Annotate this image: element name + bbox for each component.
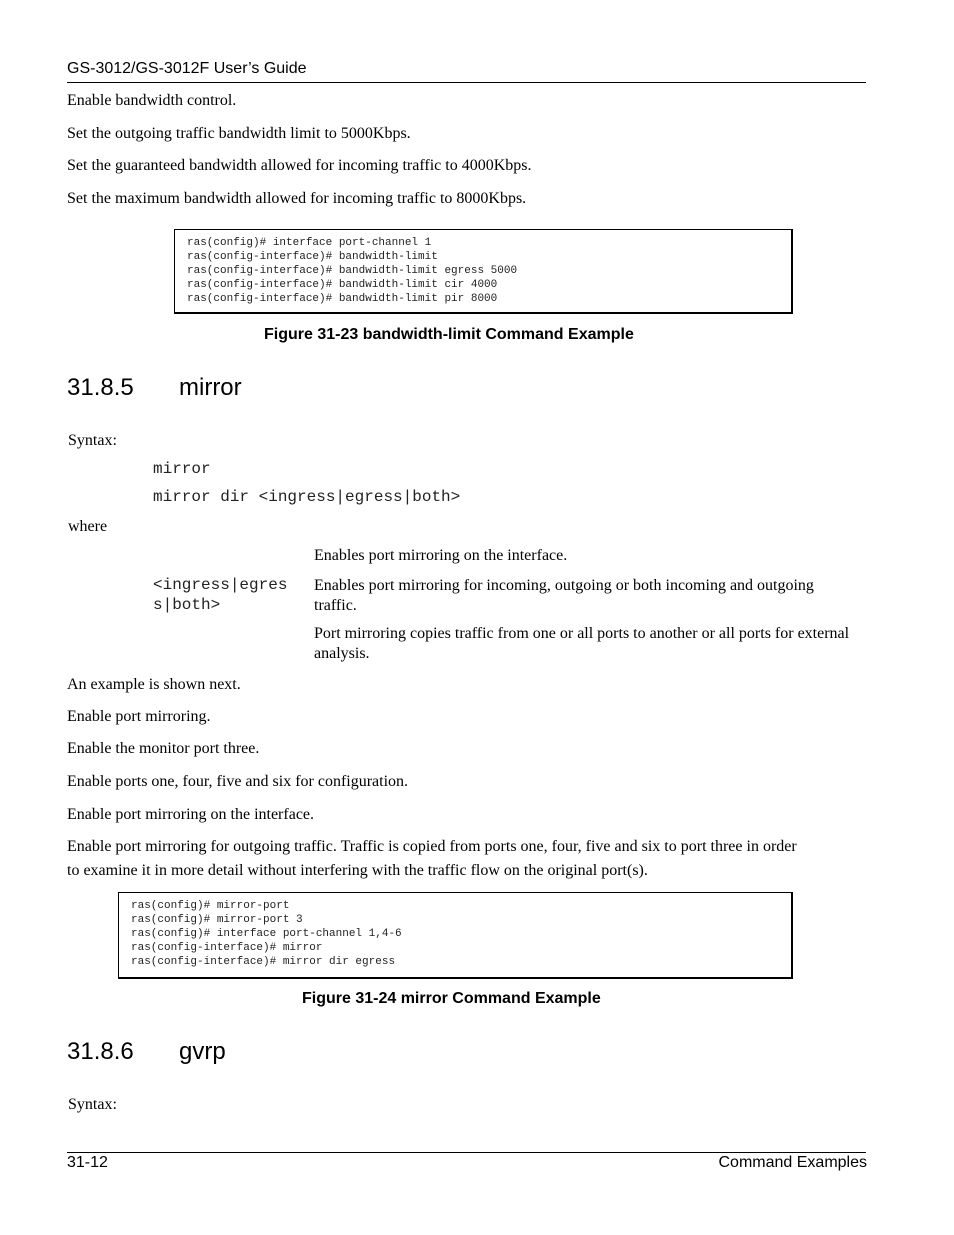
syntax-label: Syntax: <box>68 1096 117 1113</box>
section-heading-mirror <box>67 374 242 402</box>
figure-caption-31-24: Figure 31-24 mirror Command Example <box>302 990 601 1007</box>
intro-line-1: Enable bandwidth control. <box>67 92 237 109</box>
param-description: Enables port mirroring on the interface. <box>314 547 568 564</box>
code-line: ras(config)# mirror-port <box>131 900 290 912</box>
footer-rule <box>67 1152 866 1153</box>
code-line: ras(config)# interface port-channel 1,4-6 <box>131 928 402 940</box>
example-line: Enable ports one, four, five and six for configuration. <box>67 773 409 790</box>
section-title: mirror <box>179 374 242 401</box>
chapter-name: Command Examples <box>718 1154 867 1171</box>
section-number: 31.8.5 <box>67 374 134 401</box>
example-line: Enable the monitor port three. <box>67 740 260 757</box>
running-header-title: GS-3012/GS-3012F User’s Guide <box>67 60 307 77</box>
code-example-mirror <box>118 892 793 979</box>
code-line: ras(config)# interface port-channel 1 <box>187 237 432 249</box>
where-label: where <box>68 518 108 535</box>
syntax-label: Syntax: <box>68 432 117 449</box>
figure-caption-31-23: Figure 31-23 bandwidth-limit Command Example <box>264 326 634 343</box>
example-line: Enable port mirroring. <box>67 708 211 725</box>
param-description: Enables port mirroring for incoming, outgoing or both incoming and outgoing traffic. <box>314 577 814 614</box>
code-line: ras(config-interface)# bandwidth-limit egress 5000 <box>187 265 518 277</box>
intro-line-3: Set the guaranteed bandwidth allowed for incoming traffic to 4000Kbps. <box>67 157 532 174</box>
section-number: 31.8.6 <box>67 1038 134 1065</box>
syntax-command: mirror <box>153 460 211 478</box>
param-name: <ingress|egres <box>153 576 288 594</box>
paragraph-line: to examine it in more detail without interfering with the traffic flow on the original port(s). <box>67 862 648 879</box>
section-heading-gvrp <box>67 1038 226 1066</box>
paragraph-line: Enable port mirroring for outgoing traffic. Traffic is copied from ports one, four, five and six to port three in order <box>67 838 797 855</box>
intro-line-4: Set the maximum bandwidth allowed for incoming traffic to 8000Kbps. <box>67 190 527 207</box>
param-name: s|both> <box>153 596 221 614</box>
code-line: ras(config-interface)# mirror <box>131 942 323 954</box>
code-line: ras(config-interface)# bandwidth-limit <box>187 251 438 263</box>
code-example-bandwidth-limit <box>174 229 793 314</box>
example-line: Enable port mirroring on the interface. <box>67 806 315 823</box>
header-rule <box>67 82 866 83</box>
intro-line-2: Set the outgoing traffic bandwidth limit to 5000Kbps. <box>67 125 411 142</box>
example-line: An example is shown next. <box>67 676 241 693</box>
code-line: ras(config-interface)# mirror dir egress <box>131 956 396 968</box>
page-number: 31-12 <box>67 1154 108 1171</box>
param-description: Port mirroring copies traffic from one or all ports to another or all ports for external analysis. <box>314 625 850 662</box>
code-line: ras(config)# mirror-port 3 <box>131 914 303 926</box>
code-line: ras(config-interface)# bandwidth-limit pir 8000 <box>187 293 498 305</box>
code-line: ras(config-interface)# bandwidth-limit cir 4000 <box>187 279 498 291</box>
syntax-command: mirror dir <ingress|egress|both> <box>153 488 461 506</box>
section-title: gvrp <box>179 1038 226 1065</box>
